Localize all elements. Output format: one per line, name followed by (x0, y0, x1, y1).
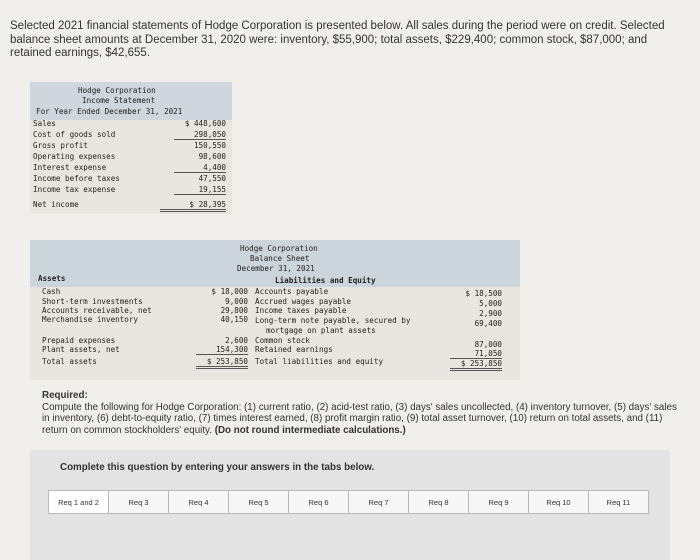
problem-intro (10, 20, 686, 61)
bs-asset-label: Accounts receivable, net (42, 306, 152, 315)
tab-req-10[interactable]: Req 10 (528, 490, 589, 514)
is-row-value: 150,550 (193, 141, 226, 150)
bs-company: Hodge Corporation (240, 244, 318, 253)
bs-liability-value: 69,400 (474, 319, 502, 328)
is-row-value: 98,600 (198, 152, 226, 161)
bs-asset-value: $ 18,000 (211, 287, 248, 296)
tab-req-6[interactable]: Req 6 (288, 490, 349, 514)
tab-req-11[interactable]: Req 11 (588, 490, 649, 514)
bs-le-header: Liabilities and Equity (275, 276, 376, 285)
is-row-label: Net income (33, 200, 79, 209)
bs-liability-value: $ 18,500 (465, 289, 502, 298)
bs-liability-label: Long-term note payable, secured by (255, 316, 411, 325)
bs-liability-value: 87,000 (474, 340, 502, 349)
is-row-label: Interest expense (33, 163, 107, 172)
is-row-value: $ 448,600 (184, 119, 226, 128)
bs-asset-value: 2,600 (225, 336, 248, 345)
bs-asset-label: Total assets (42, 357, 97, 366)
bs-asset-value: 154,300 (196, 345, 248, 355)
bs-liability-value: 5,000 (479, 299, 502, 308)
bs-asset-value: 40,150 (220, 315, 248, 324)
bs-liability-value: $ 253,850 (450, 359, 502, 371)
bs-liability-label: Common stock (255, 336, 310, 345)
required-heading: Required: (42, 390, 88, 401)
bs-asset-label: Short-term investments (42, 297, 143, 306)
is-row-label: Cost of goods sold (33, 130, 116, 139)
bs-asset-label: Merchandise inventory (42, 315, 139, 324)
is-row-label: Income before taxes (33, 174, 120, 183)
tab-req-8[interactable]: Req 8 (408, 490, 469, 514)
tab-req-7[interactable]: Req 7 (348, 490, 409, 514)
bs-liability-value: 2,900 (479, 309, 502, 318)
bs-date: December 31, 2021 (237, 264, 315, 273)
bs-asset-label: Plant assets, net (42, 345, 120, 354)
is-row-value: 47,550 (198, 174, 226, 183)
bs-liability-label: mortgage on plant assets (266, 326, 376, 335)
bs-liability-label: Retained earnings (255, 345, 333, 354)
is-row-value: 19,155 (174, 185, 226, 195)
bs-liability-label: Accounts payable (255, 287, 329, 296)
is-row-label: Income tax expense (33, 185, 116, 194)
is-row-label: Gross profit (33, 141, 88, 150)
answer-panel-title: Complete this question by entering your answers in the tabs below. (60, 462, 375, 473)
is-period: For Year Ended December 31, 2021 (36, 107, 183, 116)
is-company: Hodge Corporation (78, 86, 156, 95)
tab-req-1-and-2[interactable]: Req 1 and 2 (48, 490, 109, 514)
tab-req-4[interactable]: Req 4 (168, 490, 229, 514)
bs-asset-value: $ 253,850 (196, 357, 248, 369)
bs-asset-label: Cash (42, 287, 61, 296)
tab-req-9[interactable]: Req 9 (468, 490, 529, 514)
is-row-value: $ 28,395 (160, 200, 226, 212)
bs-liability-label: Accrued wages payable (255, 297, 352, 306)
bs-title: Balance Sheet (250, 254, 310, 263)
bs-liability-value: 71,050 (450, 349, 502, 359)
is-title: Income Statement (82, 96, 156, 105)
bs-liability-label: Income taxes payable (255, 306, 347, 315)
required-text: Compute the following for Hodge Corporation: (1) current ratio, (2) acid-test ratio, (3) days' sales uncollected, (4) inventory turnover, (5) days' sales in inventory, (6) debt-to-equity ratio, (7) times interest earned, (8) profit margin ratio, (9) total asset turnover, (10) return on total assets, and (11) return on common stockholders' equity. (42, 401, 677, 436)
bs-asset-label: Prepaid expenses (42, 336, 116, 345)
is-row-value: 298,050 (174, 130, 226, 140)
bs-asset-value: 9,000 (225, 297, 248, 306)
is-row-label: Operating expenses (33, 152, 116, 161)
is-row-value: 4,400 (174, 163, 226, 173)
required-section (42, 390, 682, 436)
requirement-tabs (48, 490, 648, 514)
bs-assets-header: Assets (38, 274, 66, 283)
is-row-label: Sales (33, 119, 56, 128)
bs-asset-value: 29,800 (220, 306, 248, 315)
bs-liability-label: Total liabilities and equity (255, 357, 384, 366)
required-note: (Do not round intermediate calculations.) (214, 424, 406, 436)
tab-req-3[interactable]: Req 3 (108, 490, 169, 514)
tab-req-5[interactable]: Req 5 (228, 490, 289, 514)
intro-text: Selected 2021 financial statements of Hodge Corporation is presented below. All sales during the period were on credit. Selected balance sheet amounts at December 31, 2020 were: inventory, $55,900; total assets, $229,400; common stock, $87,000; and retained earnings, $42,655. (10, 20, 665, 59)
